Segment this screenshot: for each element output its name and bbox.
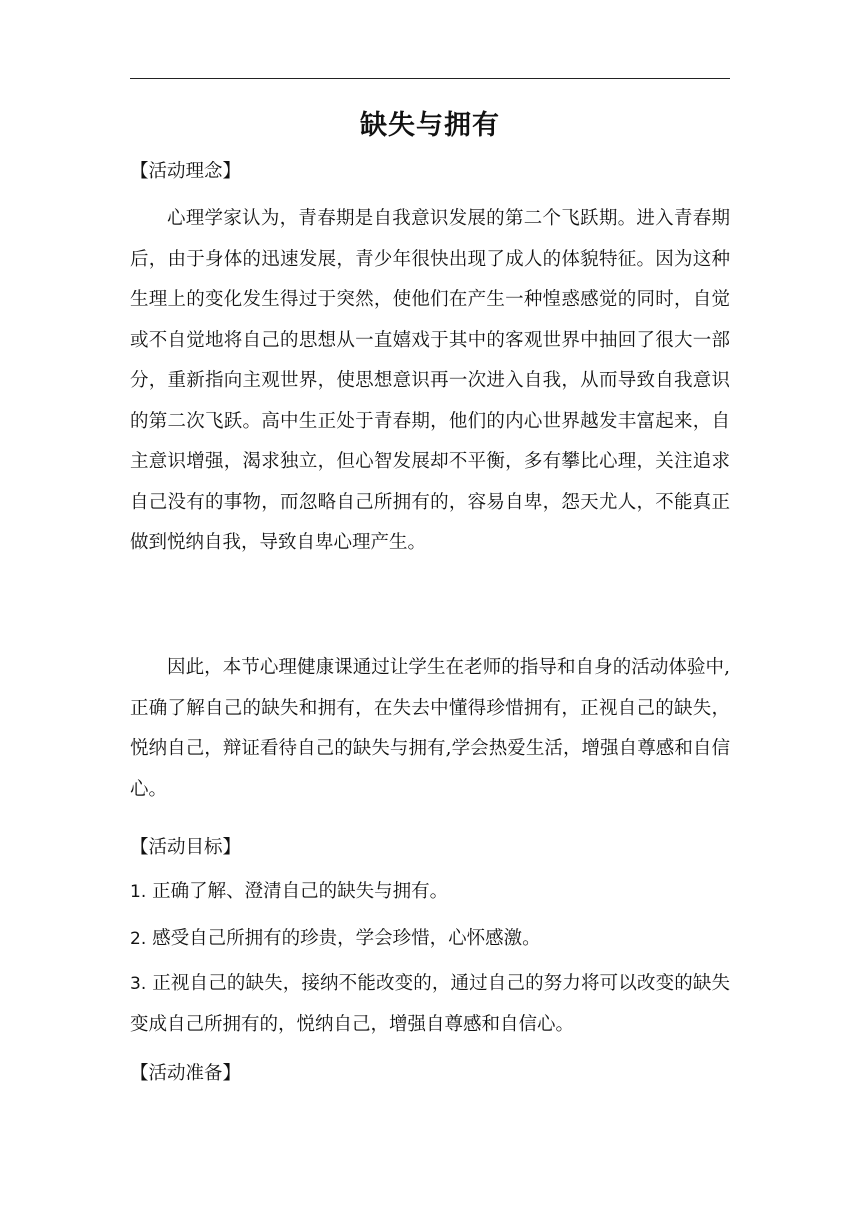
goal-item-3-text: 正视自己的缺失，接纳不能改变的，通过自己的努力将可以改变的缺失变成自己所拥有的，悦纳自己，增强自尊感和自信心。 — [130, 973, 730, 1035]
concept-paragraph-1: 心理学家认为，青春期是自我意识发展的第二个飞跃期。进入青春期后，由于身体的迅速发展，青少年很快出现了成人的体貌特征。因为这种生理上的变化发生得过于突然，使他们在产生一种惶惑感觉的同时，自觉或不自觉地将自己的思想从一直嬉戏于其中的客观世界中抽回了很大一部分，重新指向主观世界，使思想意识再一次进入自我，从而导致自我意识的第二次飞跃。高中生正处于青春期，他们的内心世界越发丰富起来，自主意识增强，渴求独立，但心智发展却不平衡，多有攀比心理，关注追求自己没有的事物，而忽略自己所拥有的，容易自卑，怨天尤人，不能真正做到悦纳自我，导致自卑心理产生。 — [130, 208, 730, 553]
section-heading-goals: 【活动目标】 — [130, 837, 242, 858]
section-heading-concept: 【活动理念】 — [130, 161, 242, 182]
goal-item-3-number: 3. — [130, 974, 147, 994]
document-title: 缺失与拥有 — [360, 110, 500, 141]
goal-item-1-number: 1. — [130, 882, 147, 902]
concept-paragraph-2: 因此，本节心理健康课通过让学生在老师的指导和自身的活动体验中,正确了解自己的缺失和拥有，在失去中懂得珍惜拥有，正视自己的缺失，悦纳自己，辩证看待自己的缺失与拥有,学会热爱生活，增强自尊感和自信心。 — [130, 657, 730, 800]
section-heading-preparation: 【活动准备】 — [130, 1063, 242, 1084]
goal-item-3 — [130, 964, 730, 1045]
goal-item-2 — [130, 919, 730, 960]
goal-item-1 — [130, 872, 730, 913]
header-rule — [130, 78, 730, 79]
goal-item-1-text: 正确了解、澄清自己的缺失与拥有。 — [152, 881, 449, 902]
goal-item-2-number: 2. — [130, 929, 147, 949]
goal-item-2-text: 感受自己所拥有的珍贵，学会珍惜，心怀感激。 — [152, 928, 541, 949]
